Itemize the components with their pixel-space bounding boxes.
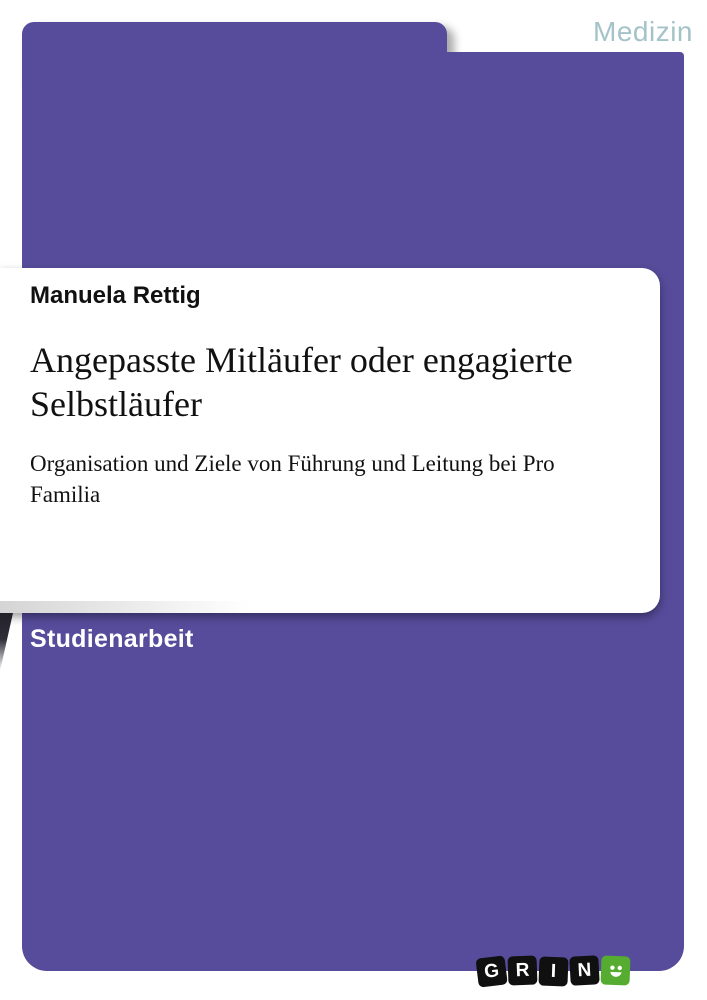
title-band — [0, 268, 660, 613]
author-name: Manuela Rettig — [30, 282, 201, 309]
document-type-label: Studienarbeit — [30, 625, 194, 653]
cover-subtitle: Organisation und Ziele von Führung und Leitung bei Pro Familia — [30, 451, 555, 507]
cover-title: Angepasste Mitläufer oder engagierte Selbstläufer — [30, 340, 573, 424]
logo-letter-tile: G — [475, 955, 507, 987]
category-label: Medizin — [593, 16, 693, 47]
logo-letter-tile: R — [508, 956, 538, 986]
logo-letter-tile: I — [538, 957, 568, 987]
page-curl-shadow — [0, 613, 13, 671]
grin-logo — [477, 956, 630, 985]
logo-letter-tile: N — [569, 955, 599, 985]
smiley-icon — [601, 956, 631, 986]
